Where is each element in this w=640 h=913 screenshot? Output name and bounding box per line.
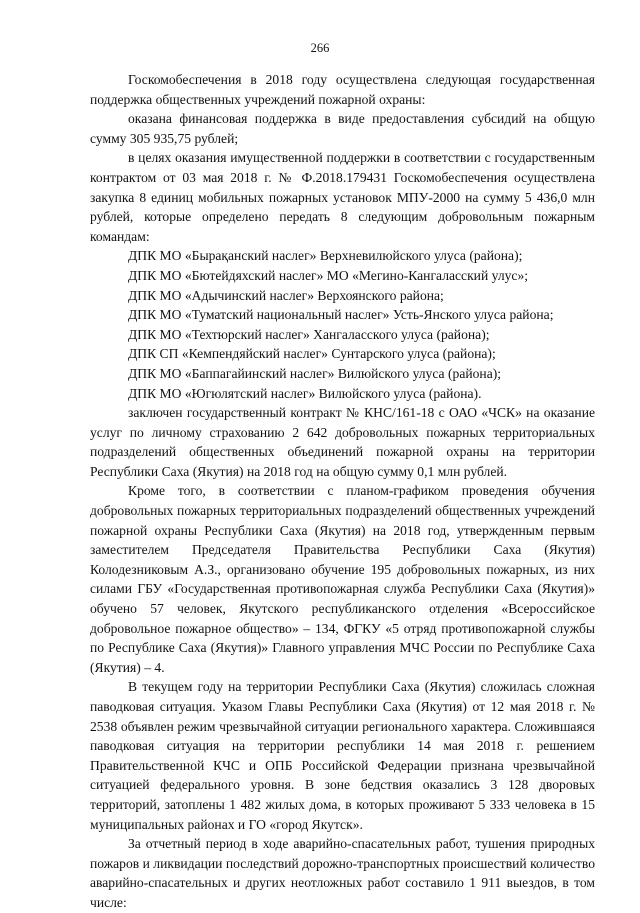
list-item: ДПК МО «Бютейдяхский наслег» МО «Мегино-Кангаласский улус»; <box>128 267 529 283</box>
list-item: ДПК МО «Бырақанский наслег» Верхневилюйского улуса (района); <box>128 248 523 264</box>
paragraph-subsidies: оказана финансовая поддержка в виде предоставления субсидий на общую сумму 305 935,75 рублей; <box>90 111 595 146</box>
list-item: ДПК МО «Туматский национальный наслег» Усть-Янского улуса района; <box>128 307 554 323</box>
list-item: ДПК МО «Югюлятский наслег» Вилюйского улуса (района). <box>128 385 482 401</box>
list-item: ДПК СП «Кемпендяйский наслег» Сунтарского улуса (района); <box>128 346 496 362</box>
paragraph-intro: Госкомобеспечения в 2018 году осуществлена следующая государственная поддержка общественных учреждений пожарной охраны: <box>90 72 595 107</box>
document-body <box>90 70 595 913</box>
list-item: ДПК МО «Техтюрский наслег» Хангаласского улуса (района); <box>128 326 490 342</box>
paragraph-flood: В текущем году на территории Республики Саха (Якутия) сложилась сложная паводковая ситуация. Указом Главы Республики Саха (Якутия) от 12 мая 2018 г. № 2538 объявлен режим чрезвычайной ситуации регионального характера. Сложившаяся паводковая ситуация на территории республики 14 мая 2018 г. решением Правительственной КЧС и ОПБ Российской Федерации признана чрезвычайной ситуацией федерального уровня. В зоне бедствия оказались 3 128 дворовых территорий, затоплены 1 482 жилых дома, в которых проживают 5 333 человека в 15 муниципальных районах и ГО «город Якутск». <box>90 679 595 832</box>
list-item: ДПК МО «Баппагайинский наслег» Вилюйского улуса (района); <box>128 365 502 381</box>
paragraph-procurement: в целях оказания имущественной поддержки в соответствии с государственным контрактом от 03 мая 2018 г. № Ф.2018.179431 Госкомобеспечения осуществлена закупка 8 единиц мобильных пожарных установок МПУ-2000 на сумму 5 436,0 млн рублей, которые определено передать 8 следующим добровольным пожарным командам: <box>90 150 595 244</box>
team-list <box>90 246 595 403</box>
page-number: 266 <box>310 41 330 55</box>
list-item: ДПК МО «Адычинский наслег» Верхоянского района; <box>128 287 444 303</box>
paragraph-training: Кроме того, в соответствии с планом-графиком проведения обучения добровольных пожарных территориальных подразделений общественных учреждений пожарной охраны Республики Саха (Якутия) на 2018 год, утвержденным первым заместителем Председателя Правительства Республики Саха (Якутия) Колодезниковым А.З., организовано обучение 195 добровольных пожарных, из них силами ГБУ «Государственная противопожарная служба Республики Саха (Якутия)» обучено 57 человек, Якутского республиканского отделения «Всероссийское добровольное пожарное общество» – 134, ФГКУ «5 отряд противопожарной службы по Республике Саха (Якутия)» Главного управления МЧС России по Республике Саха (Якутия) – 4. <box>90 483 595 675</box>
paragraph-rescue-works: За отчетный период в ходе аварийно-спасательных работ, тушения природных пожаров и ликвидации последствий дорожно-транспортных происшествий количество аварийно-спасательных и других неотложных работ составило 1 911 выездов, в том числе: <box>90 836 595 910</box>
paragraph-insurance: заключен государственный контракт № КНС/161-18 с ОАО «ЧСК» на оказание услуг по личному страхованию 2 642 добровольных пожарных территориальных подразделений общественных объединений пожарной охраны на территории Республики Саха (Якутия) на 2018 год на общую сумму 0,1 млн рублей. <box>90 405 595 479</box>
